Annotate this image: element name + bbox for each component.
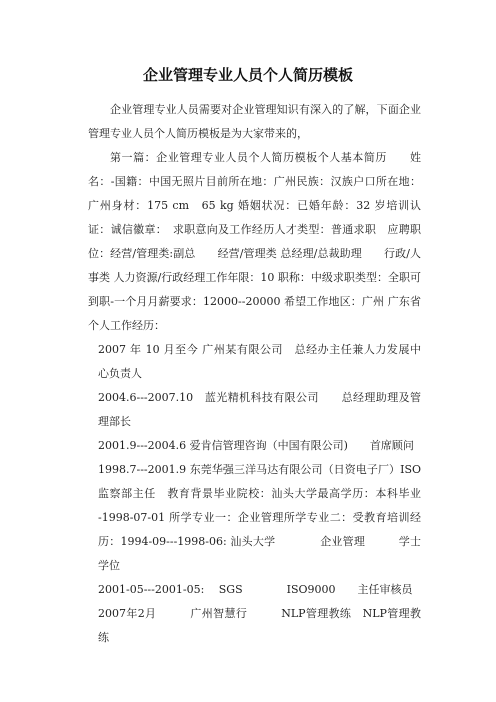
paragraph-work-2007: 2007 年 10 月至今 广州某有限公司 总经办主任兼人力发展中 心负责人: [98, 343, 421, 380]
paragraph-work-1998-education: 1998.7---2001.9 东莞华强三洋马达有限公司（日资电子厂）ISO 监察部主任 教育背景毕业院校：汕头大学最高学历：本科毕业 -1998-07-01 所学专业一：企业管理所学专业二：受教育培训经历：1994-09---1998-06: 汕头大学 企业管理 学士学位: [98, 463, 421, 572]
paragraph-training-nlp: 2007年2月 广州智慧行 NLP管理教练 NLP管理教练: [98, 607, 421, 644]
paragraph-training-sgs: 2001-05---2001-05: SGS ISO9000 主任审核员: [98, 583, 413, 596]
paragraph-basic-resume: 第一篇：企业管理专业人员个人简历模板个人基本简历 姓名：-国籍：中国无照片目前所在地：广州民族：汉族户口所在地：广州身材：175 cm 65 kg 婚姻状况：已婚年龄：32 岁培训认证：诚信徽章： 求职意向及工作经历人才类型：普通求职 应聘职位：经营/管理类:副总 经营/管理类 总经理/总裁助理 行政/人事类 人力资源/行政经理工作年限：10 职称：中级求职类型：全职可到职-一个月月薪要求：12000--20000 希望工作地区：广州 广东省个人工作经历：: [88, 151, 421, 332]
document-title: 企业管理专业人员个人简历模板: [142, 66, 353, 84]
paragraph-work-2004: 2004.6---2007.10 蓝光精机科技有限公司 总经理助理及管理部长: [98, 391, 421, 428]
paragraph-work-2001: 2001.9---2004.6 爱肯信管理咨询（中国有限公司) 首席顾问: [98, 439, 414, 452]
paragraph-intro: 企业管理专业人员需要对企业管理知识有深入的了解，下面企业管理专业人员个人简历模板是为大家带来的，: [88, 103, 421, 140]
document-body: [88, 98, 421, 650]
